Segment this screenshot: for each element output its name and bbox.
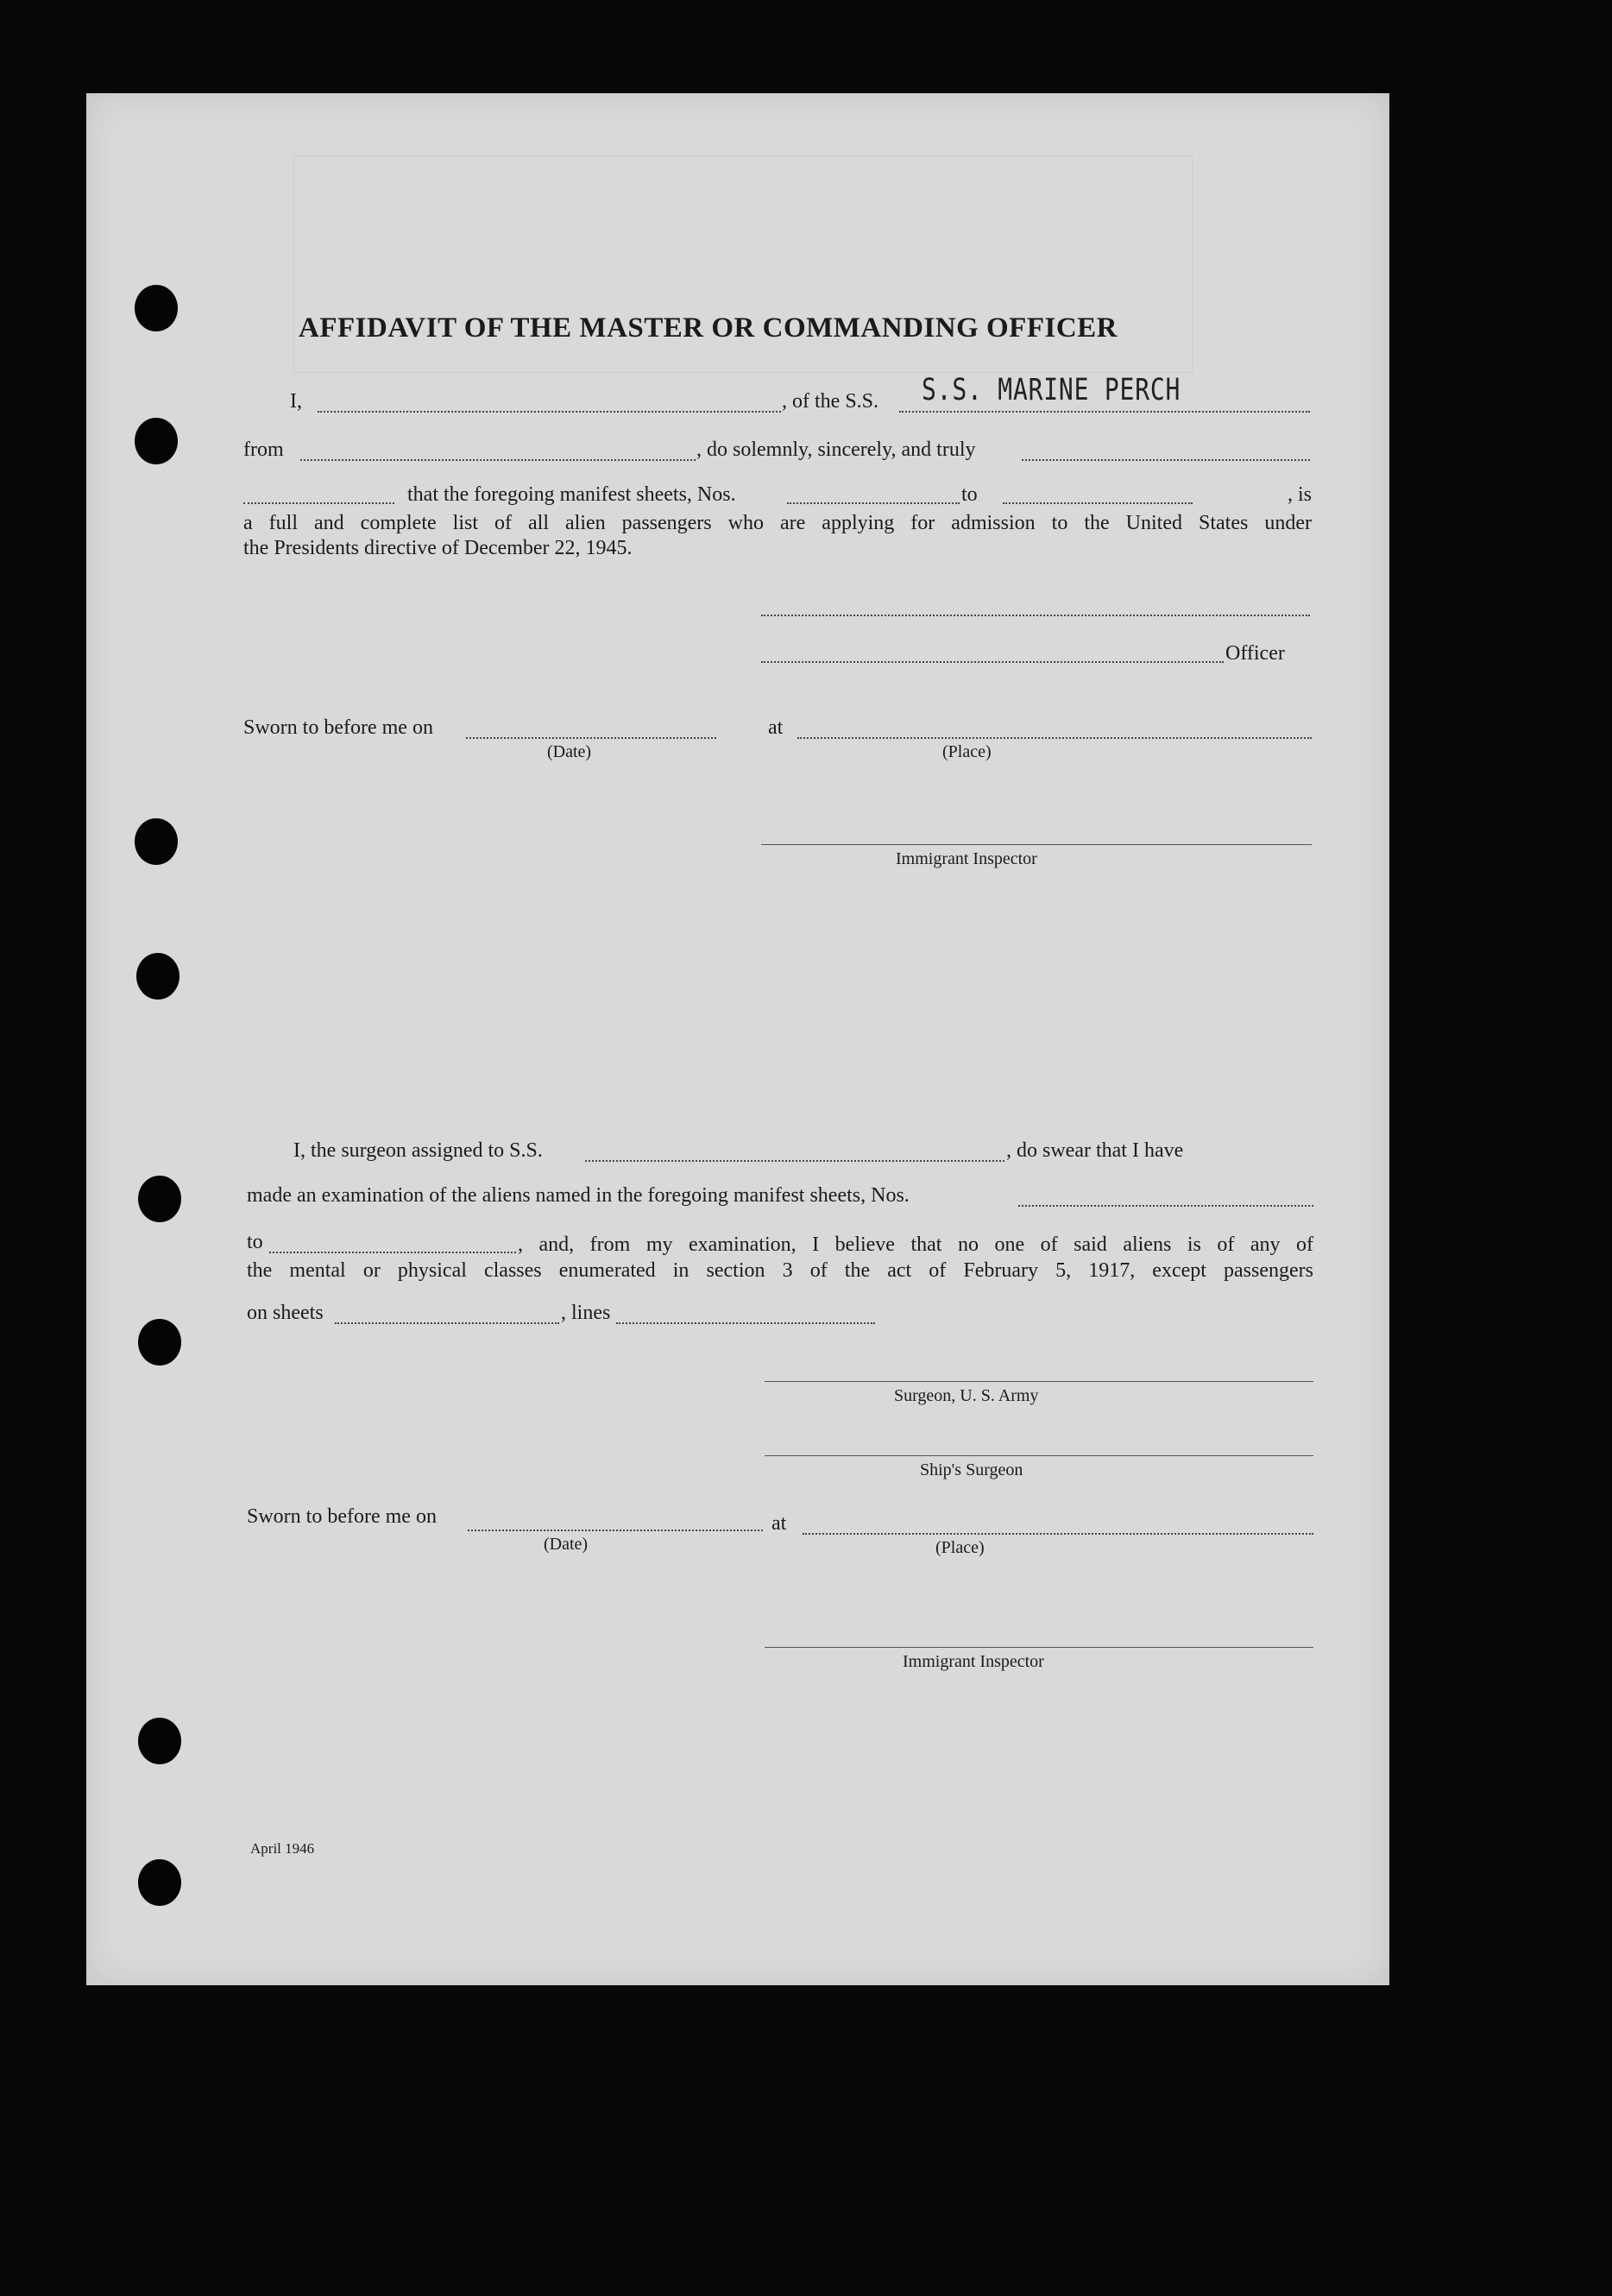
army-surgeon-signature-line[interactable] — [765, 1381, 1313, 1382]
ship-name-field[interactable] — [899, 411, 1310, 413]
sworn-date-field[interactable] — [466, 737, 716, 739]
officer-label: Officer — [1225, 642, 1285, 665]
port-from-field[interactable] — [300, 459, 696, 461]
officer-title-field[interactable] — [761, 661, 1224, 663]
is-label: , is — [1287, 483, 1312, 506]
master-name-field[interactable] — [318, 411, 781, 413]
surgeon-assigned-label: I, the surgeon assigned to S.S. — [293, 1139, 543, 1162]
made-examination-label: made an examination of the aliens named in the foregoing manifest sheets, Nos. — [247, 1184, 910, 1207]
ships-surgeon-signature-line[interactable] — [765, 1455, 1313, 1456]
sheets-from-field[interactable] — [787, 502, 960, 504]
inspector-caption: Immigrant Inspector — [896, 849, 1037, 868]
from-label: from — [243, 438, 284, 461]
surgeon-date-caption: (Date) — [544, 1535, 589, 1554]
surgeon-inspector-caption: Immigrant Inspector — [903, 1652, 1044, 1671]
army-surgeon-caption: Surgeon, U. S. Army — [894, 1386, 1039, 1405]
lines-label: , lines — [561, 1302, 611, 1324]
do-swear-label: , do swear that I have — [1006, 1139, 1184, 1162]
except-lines-field[interactable] — [616, 1322, 875, 1324]
statement-line-1: a full and complete list of all alien passengers who are applying for admission to the United States under — [243, 512, 1312, 534]
form-date: April 1946 — [250, 1840, 315, 1857]
at-label: at — [768, 716, 784, 739]
punch-hole — [135, 285, 178, 331]
exam-sheets-to-field[interactable] — [269, 1252, 516, 1253]
place-caption: (Place) — [942, 742, 992, 761]
to-label: to — [961, 483, 978, 506]
punch-hole — [135, 418, 178, 464]
statement-line-2: the Presidents directive of December 22, 1945. — [243, 537, 633, 559]
punch-hole — [136, 953, 179, 1000]
punch-hole — [138, 1859, 181, 1906]
surgeon-inspector-signature-line[interactable] — [765, 1647, 1313, 1648]
surgeon-to-label: to — [247, 1231, 263, 1253]
master-i-label: I, — [290, 390, 302, 413]
date-caption: (Date) — [547, 742, 592, 761]
surgeon-at-label: at — [771, 1512, 787, 1535]
oath-verb-continued-field[interactable] — [243, 502, 394, 504]
surgeon-ship-field[interactable] — [585, 1160, 1004, 1162]
of-the-ss-label: , of the S.S. — [782, 390, 879, 413]
mental-classes-line: the mental or physical classes enumerated in section 3 of the act of February 5, 1917, except passengers — [247, 1259, 1313, 1282]
foregoing-sheets-label: that the foregoing manifest sheets, Nos. — [407, 483, 736, 506]
exam-sheets-from-field[interactable] — [1018, 1205, 1313, 1207]
form-sheet — [86, 93, 1389, 1985]
sworn-before-label: Sworn to before me on — [243, 716, 433, 739]
surgeon-sworn-date-field[interactable] — [468, 1530, 763, 1531]
oath-verb-field[interactable] — [1022, 459, 1310, 461]
punch-hole — [138, 1176, 181, 1222]
and-from-examination-label: , and, from my examination, I believe that no one of said aliens is of any of — [518, 1233, 1313, 1256]
do-solemnly-label: , do solemnly, sincerely, and truly — [696, 438, 976, 461]
form-title: AFFIDAVIT OF THE MASTER OR COMMANDING OFFICER — [299, 312, 1118, 344]
master-signature-field[interactable] — [761, 615, 1310, 616]
punch-hole — [135, 818, 178, 865]
ships-surgeon-caption: Ship's Surgeon — [920, 1460, 1023, 1479]
surgeon-sworn-before-label: Sworn to before me on — [247, 1505, 437, 1528]
sheets-to-field[interactable] — [1003, 502, 1193, 504]
surgeon-sworn-place-field[interactable] — [803, 1533, 1313, 1535]
punch-hole — [138, 1718, 181, 1764]
sworn-place-field[interactable] — [797, 737, 1312, 739]
ship-name-stamp: S.S. MARINE PERCH — [922, 373, 1181, 407]
except-sheets-field[interactable] — [335, 1322, 559, 1324]
punch-hole — [138, 1319, 181, 1366]
inspector-signature-line[interactable] — [761, 844, 1312, 845]
on-sheets-label: on sheets — [247, 1302, 324, 1324]
surgeon-place-caption: (Place) — [935, 1538, 985, 1557]
